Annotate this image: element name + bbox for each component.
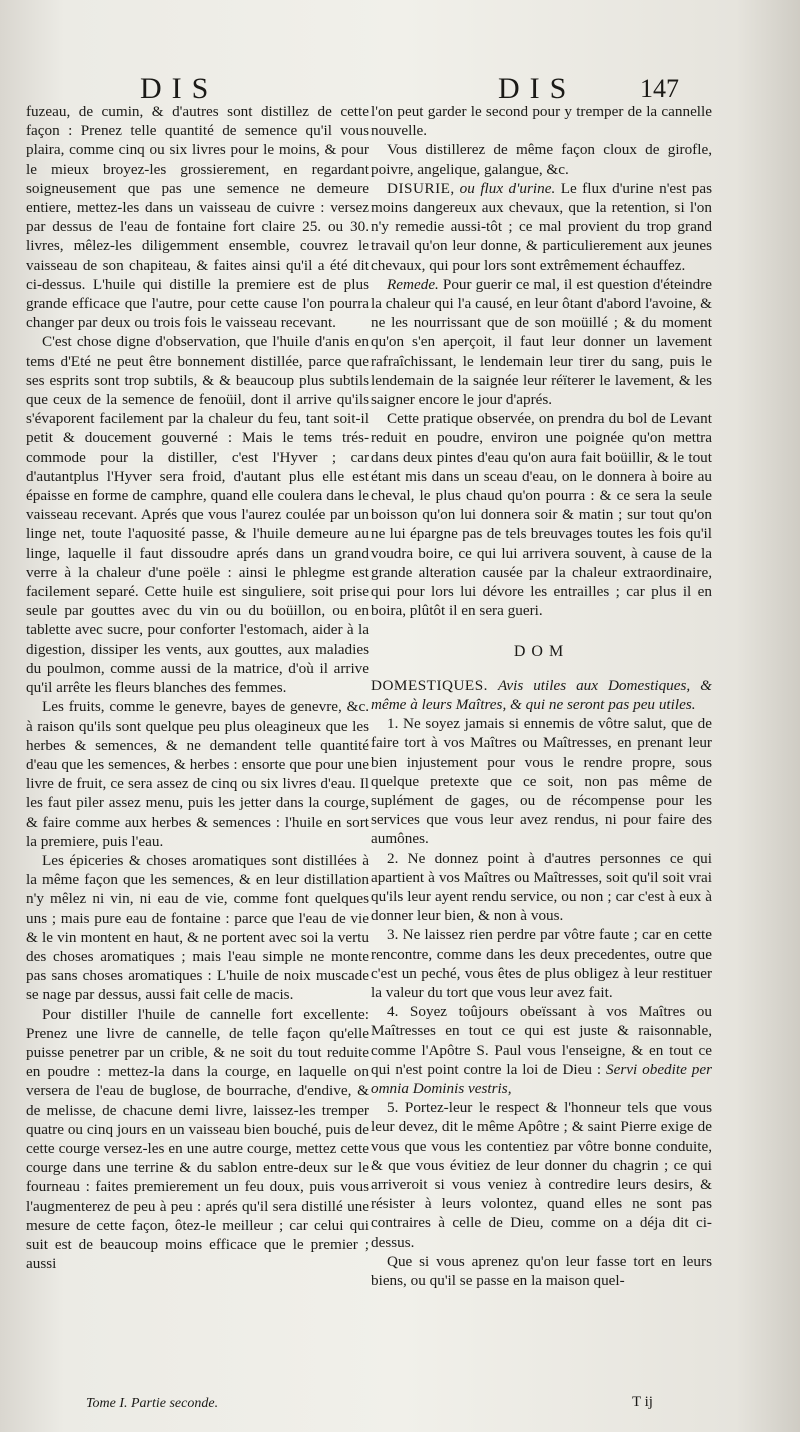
article: 3. Ne laissez rien perdre par vôtre faute ; car en cette rencontre, comme dans les deux precedentes, outre que c'est un peché, vous êtes de plus obligez à leur restituer la valeur du tort que vous leur avez fait.: [371, 926, 712, 1001]
paragraph: Les épiceries & choses aromatiques sont distillées à la même façon que les semences, & en leur distillation n'y mêlez ni vin, ni eau de vie, comme font quelques uns ; mais pure eau de fontaine : parce que l'eau de vie & le vin montent en haut, & ne portent avec soi la vertu des choses aromatiques ; mais l'eau simple ne monte pas sans choses aromatiques : L'huile de noix muscade se nage par dessus, aussi fait celle de macis.: [26, 851, 369, 1004]
paragraph: fuzeau, de cumin, & d'autres sont distillez de cette façon : Prenez telle quantité de semence qu'il vous plaira, comme cinq ou six livres pour le moins, & pour le mieux broyez-les grossierement, en regardant soigneusement que pas une semence ne demeure entiere, mettez-les dans un vaisseau de cuivre : versez par dessus de l'eau de fontaine fort claire 25. ou 30. livres, mêlez-les diligemment ensemble, couvrez le vaisseau de son chapiteau, & faites ainsi qu'il a été dit ci-dessus. L'huile qui distille la premiere est de plus grande efficace que l'autre, pour cette cause l'on pourra changer par deux ou trois fois le vaisseau recevant.: [26, 103, 369, 332]
left-column: [26, 102, 369, 1402]
right-column: [371, 102, 712, 1402]
running-head-right: DIS: [498, 72, 577, 105]
article: [371, 1002, 712, 1098]
entry-disurie: DISURIE, ou flux d'urine. Le flux d'urine n'est pas moins dangereux aux chevaux, que la retention, si l'on n'y remedie aussi-tôt ; ce mal provient du trop grand travail qu'on leur donne, & particulierement aux jeunes chevaux, qui pour lors sont extrêmement échauffez.: [371, 179, 712, 274]
article-text: 4. Soyez toûjours obeïssant à vos Maîtres ou Maîtresses en tout ce qui est juste & raisonnable, comme l'Apôtre S. Paul vous l'enseigne, & en tout ce qui n'est point contre la loi de Dieu :: [371, 1003, 712, 1078]
section-heading: DOM: [513, 643, 570, 661]
article: 1. Ne soyez jamais si ennemis de vôtre salut, que de faire tort à vos Maîtres ou Maîtresses, en prenant leur bien injustement pour vous le rendre propre, sous quelque pretexte que ce soit, non pas même de suplément de gages, ou de récompense pour les services que vous leur avez rendus, ni pour faire des aumônes.: [371, 715, 712, 848]
remede-label: Remede.: [387, 275, 439, 293]
paragraph: Les fruits, comme le genevre, bayes de genevre, &c. à raison qu'ils sont quelque peu plus oleagineux que les herbes & semences, & ne demandent telle quantité d'eau que les semences, & herbes : ensorte que pour une livre de fruit, ce sera assez de cinq ou six livres d'eau. Il les faut piler assez menu, puis les jetter dans la courge, & faire comme aux herbes & semences : l'huile en sort la premiere, puis l'eau.: [26, 698, 369, 850]
paragraph: Cette pratique observée, on prendra du bol de Levant reduit en poudre, environ une poignée qu'on mettra dans deux pintes d'eau qu'on aura fait boüillir, & le tout étant mis dans un sceau d'eau, on le donnera à boire au cheval, le plus chaud qu'on pourra : & ce sera la seule boisson qu'on lui donnera soir & matin ; sur tout qu'on ne lui épargne pas de tels breuvages toutes les fois qu'il voudra boire, ce qui lui arrivera souvent, à cause de la grande alteration causée par la chaleur extraordinaire, qui pour lors lui dévore les entrailles ; car plus il en boira, plûtôt il en sera gueri.: [371, 410, 712, 620]
signature-mark: T ij: [632, 1394, 653, 1410]
paragraph: Vous distillerez de même façon cloux de girofle, poivre, angelique, galangue, &c.: [371, 141, 712, 178]
entry-text: Le flux d'urine n'est pas moins dangereux aux chevaux, que la retention, si l'on n'y remedie aussi-tôt ; ce mal provient du trop grand travail qu'on leur donne, & particulierement aux jeunes chevaux, qui pour lors sont extrêmement échauffez.: [371, 179, 712, 274]
page-number: 147: [640, 74, 679, 103]
paragraph-remede: [371, 275, 712, 409]
paragraph: l'on peut garder le second pour y tremper de la cannelle nouvelle.: [371, 103, 712, 140]
article: 5. Portez-leur le respect & l'honneur tels que vous leur devez, dit le même Apôtre ; & saint Pierre exige de vous que vous les contentiez par vôtre bonne conduite, & que vous évitiez de leur donner du chagrin ; ce qui arriveroit si vous veniez à contredire leurs desirs, & résister à leurs volontez, quand elles ne sont pas contraires à celle de Dieu, comme on a déja dit ci-dessus.: [371, 1099, 712, 1251]
article: 2. Ne donnez point à d'autres personnes ce qui apartient à vos Maîtres ou Maîtresses, soit qu'il soit vrai qu'ils leur ayent rendu service, ou non ; car c'est à eux à donner leur bien, & non à vous.: [371, 849, 712, 925]
volume-footer: Tome I. Partie seconde.: [86, 1396, 219, 1411]
entry-gloss: ou flux d'urine.: [459, 179, 556, 197]
entry-term: DOMESTIQUES.: [371, 676, 488, 694]
running-head-left: DIS: [140, 72, 219, 105]
paragraph: C'est chose digne d'observation, que l'huile d'anis en tems d'Eté ne peut être bonnement distillée, parce que ses esprits sont trop subtils, & & beaucoup plus subtils que ceux de la semence de fenoüil, dont il arrive qu'ils s'évaporent facilement par la chaleur du feu, tant soit-il petit & doucement gouverné : Mais le tems trés-commode pour la distiller, c'est l'Hyver ; car d'autantplus l'Hyver sera froid, d'autant plus elle est épaisse en forme de camphre, quand elle coulera dans le vaisseau recevant. Aprés que vous l'aurez coulée par un linge net, toute l'aquosité passe, & l'huile demeure au linge, laquelle il faut dissoudre aprés dans un grand verre à la chaleur d'une poële : ainsi le phlegme est facilement separé. Cette huile est singuliere, soit prise seule par gouttes avec du vin ou du boüillon, ou en tablette avec sucre, pour conforter l'estomach, aider à la digestion, dissiper les vents, aux gouttes, aux maladies du poulmon, comme aussi de la matrice, d'où il arrive qu'il arrête les fleurs blanches des femmes.: [26, 333, 369, 697]
latin-quote: Servi obedite per omnia Dominis vestris,: [371, 1060, 712, 1097]
paragraph: Pour distiller l'huile de cannelle fort excellente: Prenez une livre de cannelle, de telle façon qu'elle puisse penetrer par un crible, & ne soit du tout reduite en poudre : mettez-la dans la courge, en laquelle on versera de l'eau de buglose, de bourrache, d'endive, & de melisse, de chacune demi livre, laissez-les tremper quatre ou cinq jours en un vaisseau bien bouché, puis de cette courge versez-les en une autre courge, mettez cette courge dans une terrine & du sablon entre-deux sur le fourneau : faites premierement un feu doux, puis vous l'augmenterez de peu à peu : aprés qu'il sera distillé une mesure de cette façon, ôtez-le meilleur ; car celui qui suit est de beaucoup moins efficace que le premier ; aussi: [26, 1005, 369, 1273]
entry-term: DISURIE: [387, 179, 451, 197]
paragraph: Que si vous aprenez qu'on leur fasse tort en leurs biens, ou qu'il se passe en la maison quel-: [371, 1252, 712, 1289]
entry-gloss: Avis utiles aux Domestiques, & même à leurs Maîtres, & qui ne seront pas peu utiles.: [371, 676, 712, 713]
entry-domestiques: [371, 676, 712, 714]
remede-text: Pour guerir ce mal, il est question d'éteindre la chaleur qui l'a causé, en leur ôtant d'abord l'avoine, & ne les nourrissant que de son moüillé ; & du moment qu'on s'en aperçoit, il faut leur donner un lavement rafraîchissant, le lendemain leur tirer du sang, puis le lendemain de la saignée leur réïterer le lavement, & les saigner encore le jour d'aprés.: [371, 275, 712, 409]
